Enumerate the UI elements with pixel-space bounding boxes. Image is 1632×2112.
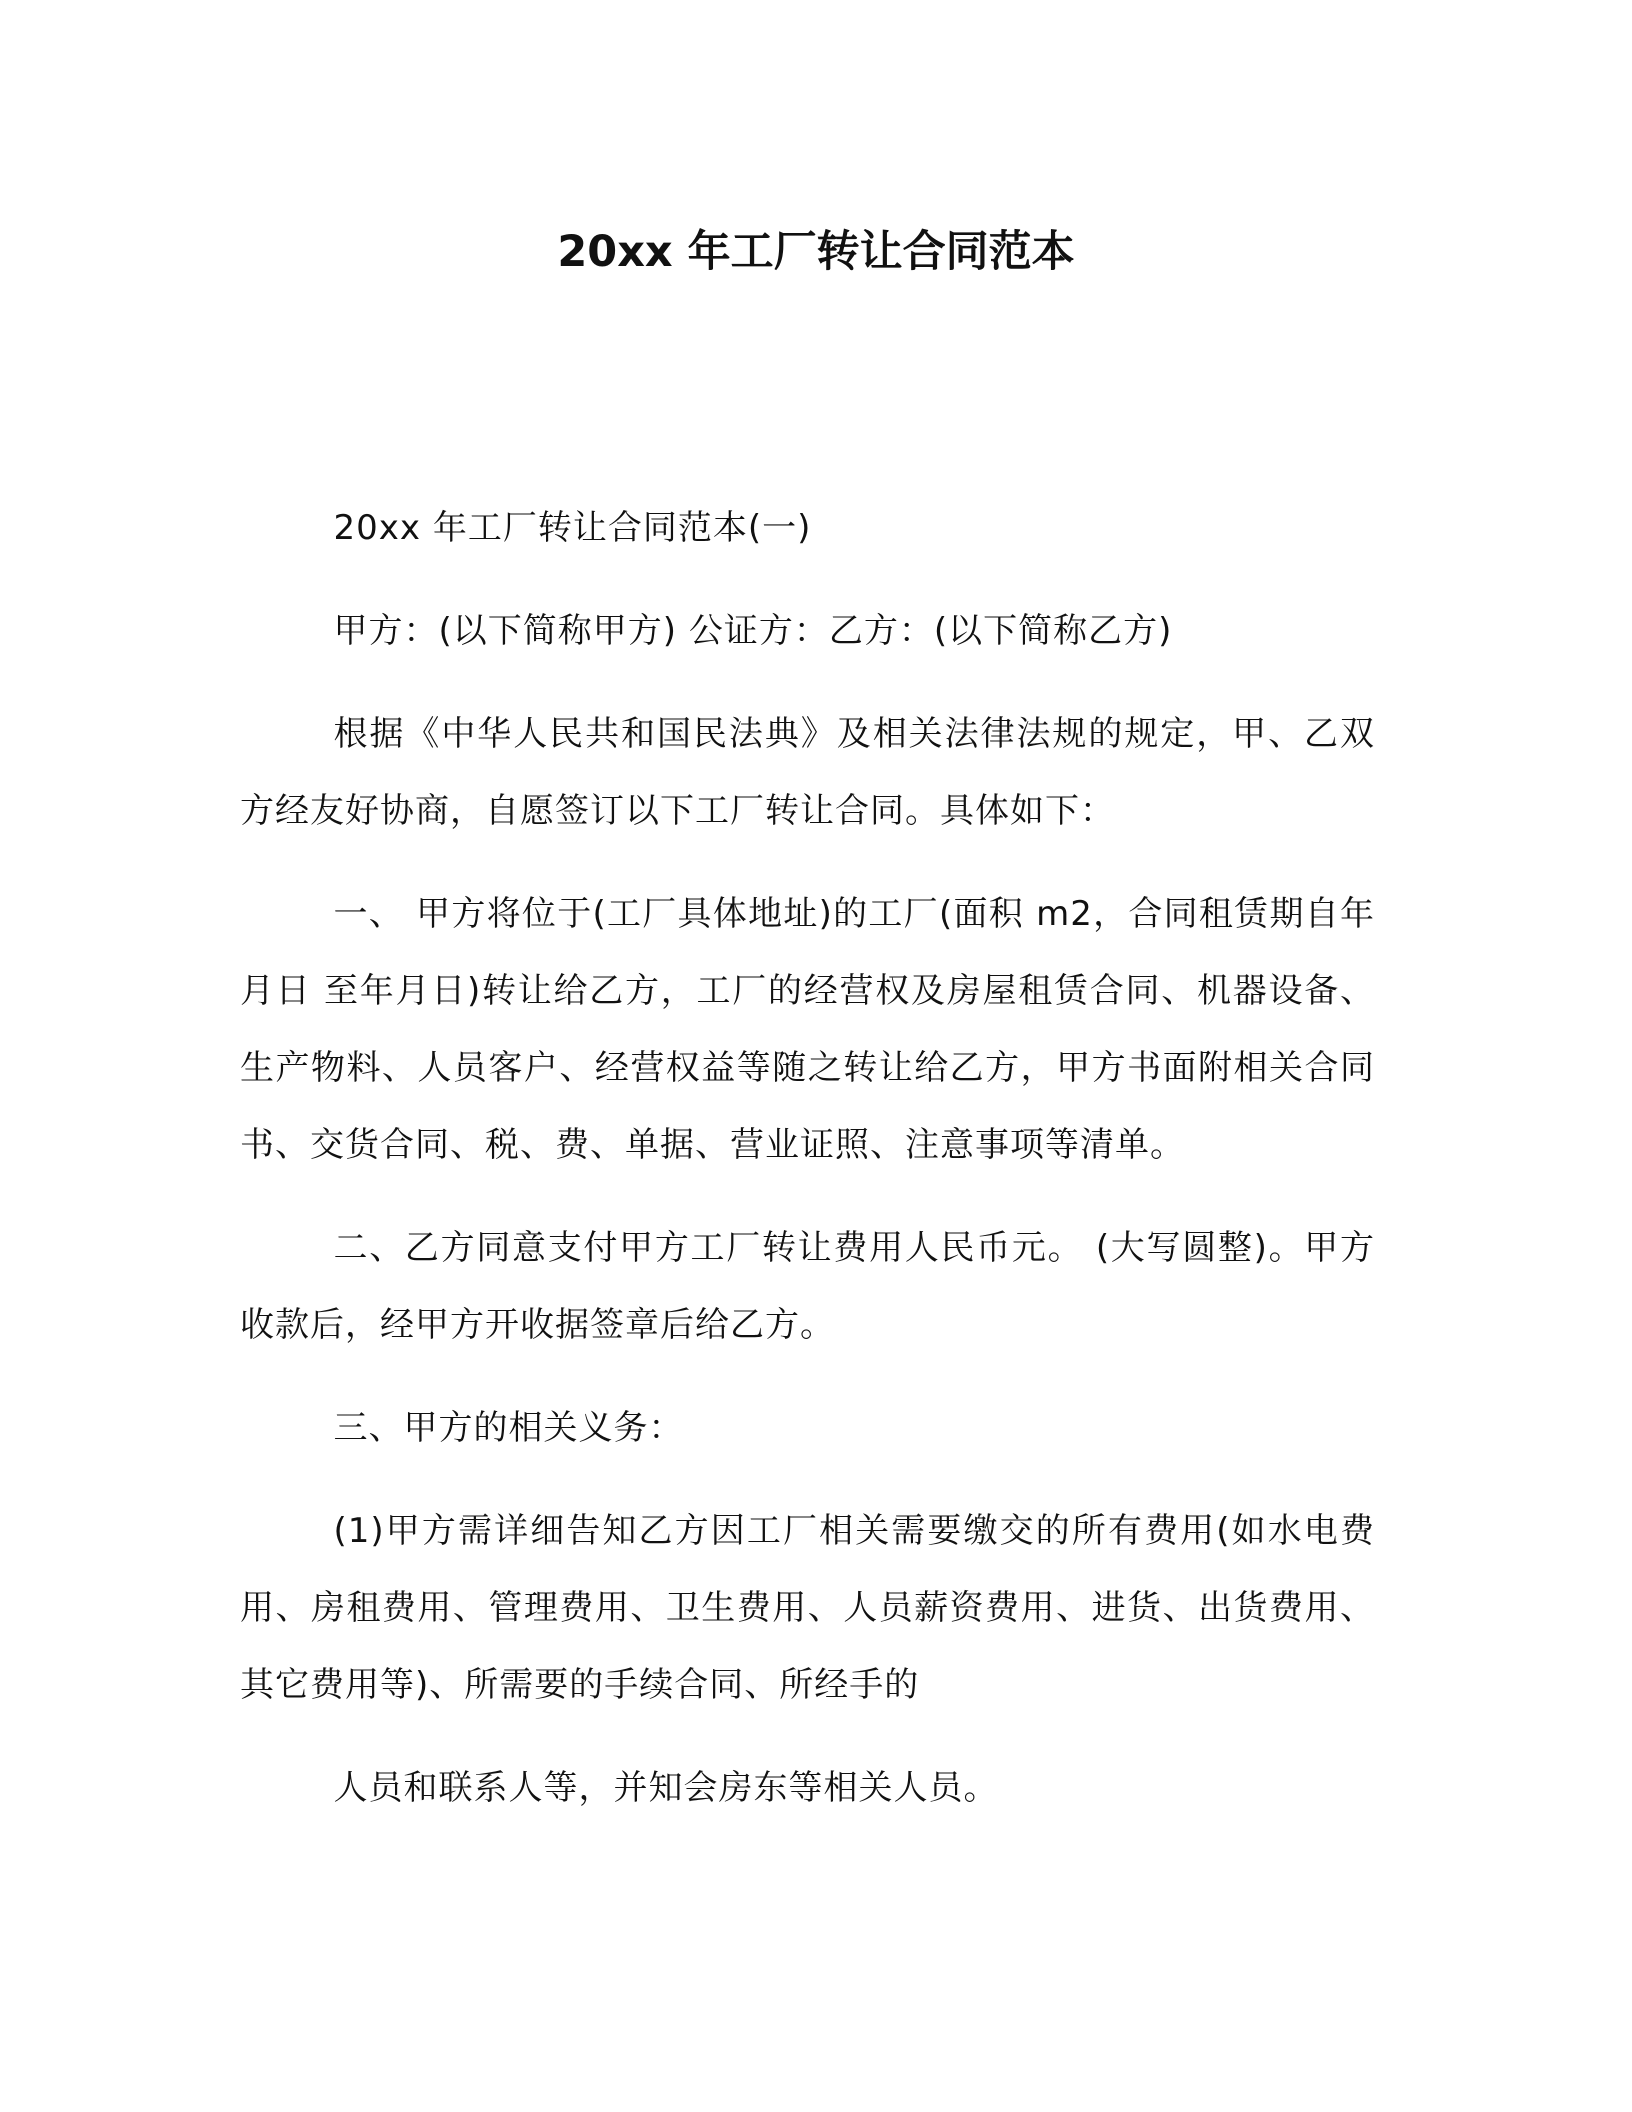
clause-one: 一、 甲方将位于(工厂具体地址)的工厂(面积 m2，合同租赁期自年月日 至年月日)转让给乙方，工厂的经营权及房屋租赁合同、机器设备、生产物料、人员客户、经营权益等随之转让给乙方，甲方书面附相关合同书、交货合同、税、费、单据、营业证照、注意事项等清单。 (240, 894, 1375, 1165)
document-title: 20xx 年工厂转让合同范本 (557, 227, 1075, 277)
parties-line: 甲方：(以下简称甲方) 公证方：乙方：(以下简称乙方) (333, 611, 1173, 651)
clause-three-heading: 三、甲方的相关义务： (333, 1408, 684, 1448)
preamble-paragraph: 根据《中华人民共和国民法典》及相关法律法规的规定，甲、乙双方经友好协商，自愿签订以下工厂转让合同。具体如下： (240, 714, 1375, 831)
section-heading: 20xx 年工厂转让合同范本(一) (333, 508, 812, 548)
clause-three-item-1: (1)甲方需详细告知乙方因工厂相关需要缴交的所有费用(如水电费用、房租费用、管理费用、卫生费用、人员薪资费用、进货、出货费用、其它费用等)、所需要的手续合同、所经手的 (240, 1511, 1375, 1705)
clause-two: 二、乙方同意支付甲方工厂转让费用人民币元。 (大写圆整)。甲方收款后，经甲方开收据签章后给乙方。 (240, 1228, 1375, 1345)
document-body (240, 490, 1375, 1853)
clause-three-item-1-continued: 人员和联系人等，并知会房东等相关人员。 (333, 1768, 999, 1808)
